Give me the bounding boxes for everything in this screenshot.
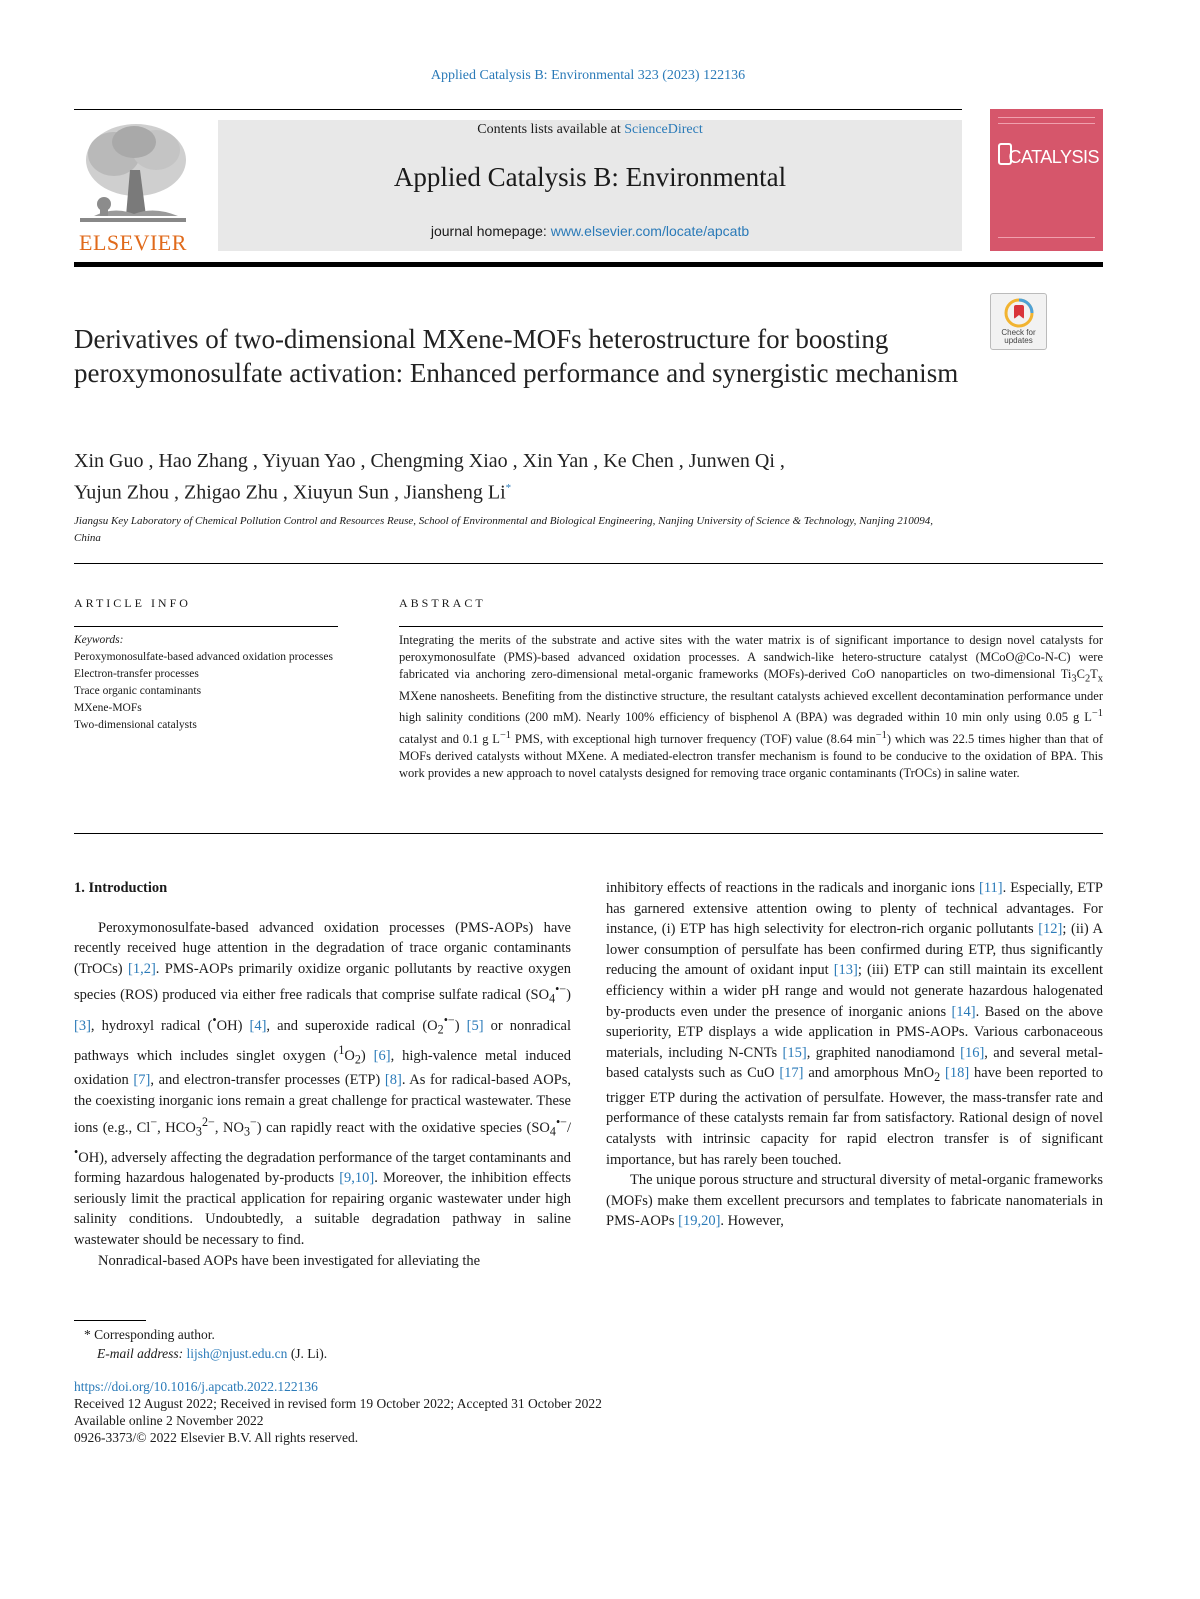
keyword-item: MXene-MOFs xyxy=(74,702,142,714)
journal-cover-image[interactable] xyxy=(990,109,1103,251)
citation-link[interactable]: [19,20] xyxy=(678,1213,721,1230)
affiliation: Jiangsu Key Laboratory of Chemical Pollution Control and Resources Reuse, School of Environmental and Biological Engineering, Nanjing University of Science & Technology, Nanjing 210094, China xyxy=(74,515,934,544)
journal-reference[interactable]: Applied Catalysis B: Environmental 323 (2023) 122136 xyxy=(430,68,746,83)
citation-link[interactable]: [11] xyxy=(979,880,1003,896)
corresponding-author-marker[interactable]: * xyxy=(505,482,512,494)
copyright: 0926-3373/© 2022 Elsevier B.V. All rights reserved. xyxy=(74,1430,359,1445)
divider xyxy=(74,833,1103,834)
header-rule xyxy=(74,109,962,110)
corresponding-note xyxy=(84,1325,327,1344)
citation-link[interactable]: [4] xyxy=(249,1017,267,1034)
email-line xyxy=(84,1344,327,1363)
keyword-item: Trace organic contaminants xyxy=(74,685,202,697)
body-paragraph: The unique porous structure and structural diversity of metal-organic frameworks (MOFs) make them excellent precursors and templates to fabricate nanomaterials in PMS-AOPs [19,20]. However, xyxy=(606,1172,1103,1230)
homepage-prefix: journal homepage: xyxy=(430,223,551,239)
keyword-item: Two-dimensional catalysts xyxy=(74,719,197,731)
keywords-label: Keywords: xyxy=(74,634,124,646)
citation-link[interactable]: [16] xyxy=(960,1044,985,1061)
email-label: E-mail address: xyxy=(97,1346,184,1361)
crossmark-label: Check for updates xyxy=(1001,328,1036,345)
section-heading: 1. Introduction xyxy=(74,880,168,896)
keyword-item: Electron-transfer processes xyxy=(74,668,199,680)
homepage-link[interactable]: www.elsevier.com/locate/apcatb xyxy=(550,223,750,239)
divider xyxy=(399,626,1103,627)
crossmark-button[interactable] xyxy=(990,293,1047,350)
cover-decoration xyxy=(998,237,1095,238)
author-list xyxy=(74,448,954,507)
body-paragraph: inhibitory effects of reactions in the radicals and inorganic ions [11]. Especially, ETP has garnered extensive attention owing to plenty of technical advantages. For instance, (i) ETP has high selectivity for electron-rich organic pollutants [12]; (ii) A lower consumption of persulfate has been confirmed during ETP, thus significantly reducing the amount of oxidant input [13]; (iii) ETP can still maintain its excellent efficiency within a wider pH range and would not generate hazardous halogenated by-products even under the presence of inorganic anions [14]. Based on the above superiority, ETP displays a wide application in PMS-AOPs. Various carbonaceous materials, including N-CNTs [15], graphited nanodiamond [16], and several metal-based catalysts such as CuO [17] and amorphous MnO$_2$ [18] have been reported to trigger ETP during the activation of persulfate. However, the mass-transfer rate and performance of these catalysts remain far from satisfactory. Rational design of novel catalysts with intrinsic capacity for rapid electron transfer is of significant importance, but has rarely been touched. xyxy=(606,880,1104,1168)
elsevier-logo xyxy=(74,120,192,255)
journal-masthead xyxy=(218,120,962,251)
cover-decoration xyxy=(998,117,1095,118)
divider xyxy=(74,626,338,627)
bibliographic-info xyxy=(74,1378,602,1446)
body-column-right xyxy=(606,878,1103,1232)
contents-line xyxy=(218,122,962,138)
citation-link[interactable]: [6] xyxy=(373,1047,391,1064)
email-link[interactable]: lijsh@njust.edu.cn xyxy=(186,1346,288,1361)
crossmark-icon xyxy=(1004,298,1034,328)
authors-line-2-text: Yujun Zhou , Zhigao Zhu , Xiuyun Sun , Jiansheng Li xyxy=(74,481,506,504)
citation-link[interactable]: [5] xyxy=(466,1017,484,1034)
citation-link[interactable]: [3] xyxy=(74,1017,91,1034)
available-online: Available online 2 November 2022 xyxy=(74,1413,264,1428)
citation-link[interactable]: [8] xyxy=(384,1072,402,1089)
email-suffix: (J. Li). xyxy=(287,1346,328,1361)
doi-link[interactable]: https://doi.org/10.1016/j.apcatb.2022.122136 xyxy=(74,1379,318,1394)
article-info-heading: ARTICLE INFO xyxy=(74,596,191,610)
abstract-heading: ABSTRACT xyxy=(399,596,486,610)
footnote-rule xyxy=(74,1320,146,1321)
keyword-item: Peroxymonosulfate-based advanced oxidation processes xyxy=(74,651,333,663)
keywords-block xyxy=(74,632,338,734)
citation-link[interactable]: [17] xyxy=(779,1065,804,1082)
article-title: Derivatives of two-dimensional MXene-MOFs heterostructure for boosting peroxymonosulfate activation: Enhanced performance and synergistic mechanism xyxy=(74,324,959,388)
footnote xyxy=(84,1325,327,1363)
citation-link[interactable]: [13] xyxy=(833,962,858,979)
divider xyxy=(74,563,1103,564)
body-column-left xyxy=(74,878,571,1271)
citation-link[interactable]: [7] xyxy=(133,1072,151,1089)
cover-decoration xyxy=(998,123,1095,124)
corresponding-label: Corresponding author. xyxy=(94,1327,215,1342)
authors-line-2 xyxy=(74,475,954,507)
authors-line-1: Xin Guo , Hao Zhang , Yiyuan Yao , Chengming Xiao , Xin Yan , Ke Chen , Junwen Qi , xyxy=(74,450,785,472)
journal-name: Applied Catalysis B: Environmental xyxy=(393,162,787,192)
masthead-rule xyxy=(74,262,1103,267)
citation-link[interactable]: [12] xyxy=(1038,921,1063,938)
body-paragraph: Peroxymonosulfate-based advanced oxidation processes (PMS-AOPs) have recently received huge attention in the degradation of trace organic contaminants (TrOCs) [1,2]. PMS-AOPs primarily oxidize organic pollutants by reactive oxygen species (ROS) produced via either free radicals that comprise sulfate radical $(SO_4^{•-})$ [3], hydroxyl radical (•OH) [4], and superoxide radical $(O_2^{•-})$ [5] or nonradical pathways which includes singlet oxygen $(^1O_2)$ [6], high-valence metal induced oxidation [7], and electron-transfer processes (ETP) [8]. As for radical-based AOPs, the coexisting inorganic ions remain a great challenge for practical wastewater. These ions (e.g., Cl−, $HCO_3^{2-}$, $NO_3^-$) can rapidly react with the oxidative species $(SO_4^{•-}/^•OH)$, adversely affecting the degradation performance of the target contaminants and forming hazardous halogenated by-products [9,10]. Moreover, the inhibition effects seriously limit the practical application for repairing organic wastewater under high salinity conditions. Undoubtedly, a suitable degradation pathway in saline wastewater should be necessary to find. xyxy=(74,919,572,1249)
abstract-body: Integrating the merits of the substrate and active sites with the water matrix is of significant importance to design novel catalysts for peroxymonosulfate (PMS)-based advanced oxidation processes. A sandwich-like hetero-structure catalyst (MCoO@Co-N-C) were fabricated via anchoring zero-dimensional metal-organic frameworks (MOFs)-derived CoO nanoparticles on two-dimensional $Ti_3C_2T_x$ MXene nanosheets. Benefiting from the distinctive structure, the resultant catalysts achieved excellent decontamination performance under high salinity conditions (200 mM). Nearly 100% efficiency of bisphenol A (BPA) was degraded within 10 min only using 0.05 g $L^{-1}$ catalyst and 0.1 g $L^{-1}$ PMS, with exceptional high turnover frequency (TOF) value (8.64 $\min^{-1}$) which was 22.5 times higher than that of MOFs derived catalysts without MXene. A mediated-electron transfer mechanism is found to be conducive to the oxidation of BPA. This work provides a new approach to novel catalysts designed for removing trace organic contaminants (TrOCs) in saline water. xyxy=(399,633,1103,781)
citation-link[interactable]: [18] xyxy=(945,1065,970,1082)
citation-link[interactable]: [14] xyxy=(951,1003,976,1020)
sciencedirect-link[interactable]: ScienceDirect xyxy=(624,122,703,137)
body-paragraph: Nonradical-based AOPs have been investigated for alleviating the xyxy=(98,1252,481,1269)
citation-link[interactable]: [9,10] xyxy=(339,1170,375,1187)
citation-link[interactable]: [1,2] xyxy=(128,960,156,977)
elsevier-tree-icon xyxy=(74,120,192,228)
received-dates: Received 12 August 2022; Received in revised form 19 October 2022; Accepted 31 October 2022 xyxy=(74,1396,602,1411)
citation-link[interactable]: [15] xyxy=(782,1044,807,1061)
elsevier-wordmark: ELSEVIER xyxy=(79,230,187,255)
contents-prefix: Contents lists available at xyxy=(477,122,625,137)
cover-title: CATALYSIS xyxy=(1008,147,1099,167)
homepage-line xyxy=(218,223,962,239)
footnote-star: * xyxy=(84,1327,91,1342)
